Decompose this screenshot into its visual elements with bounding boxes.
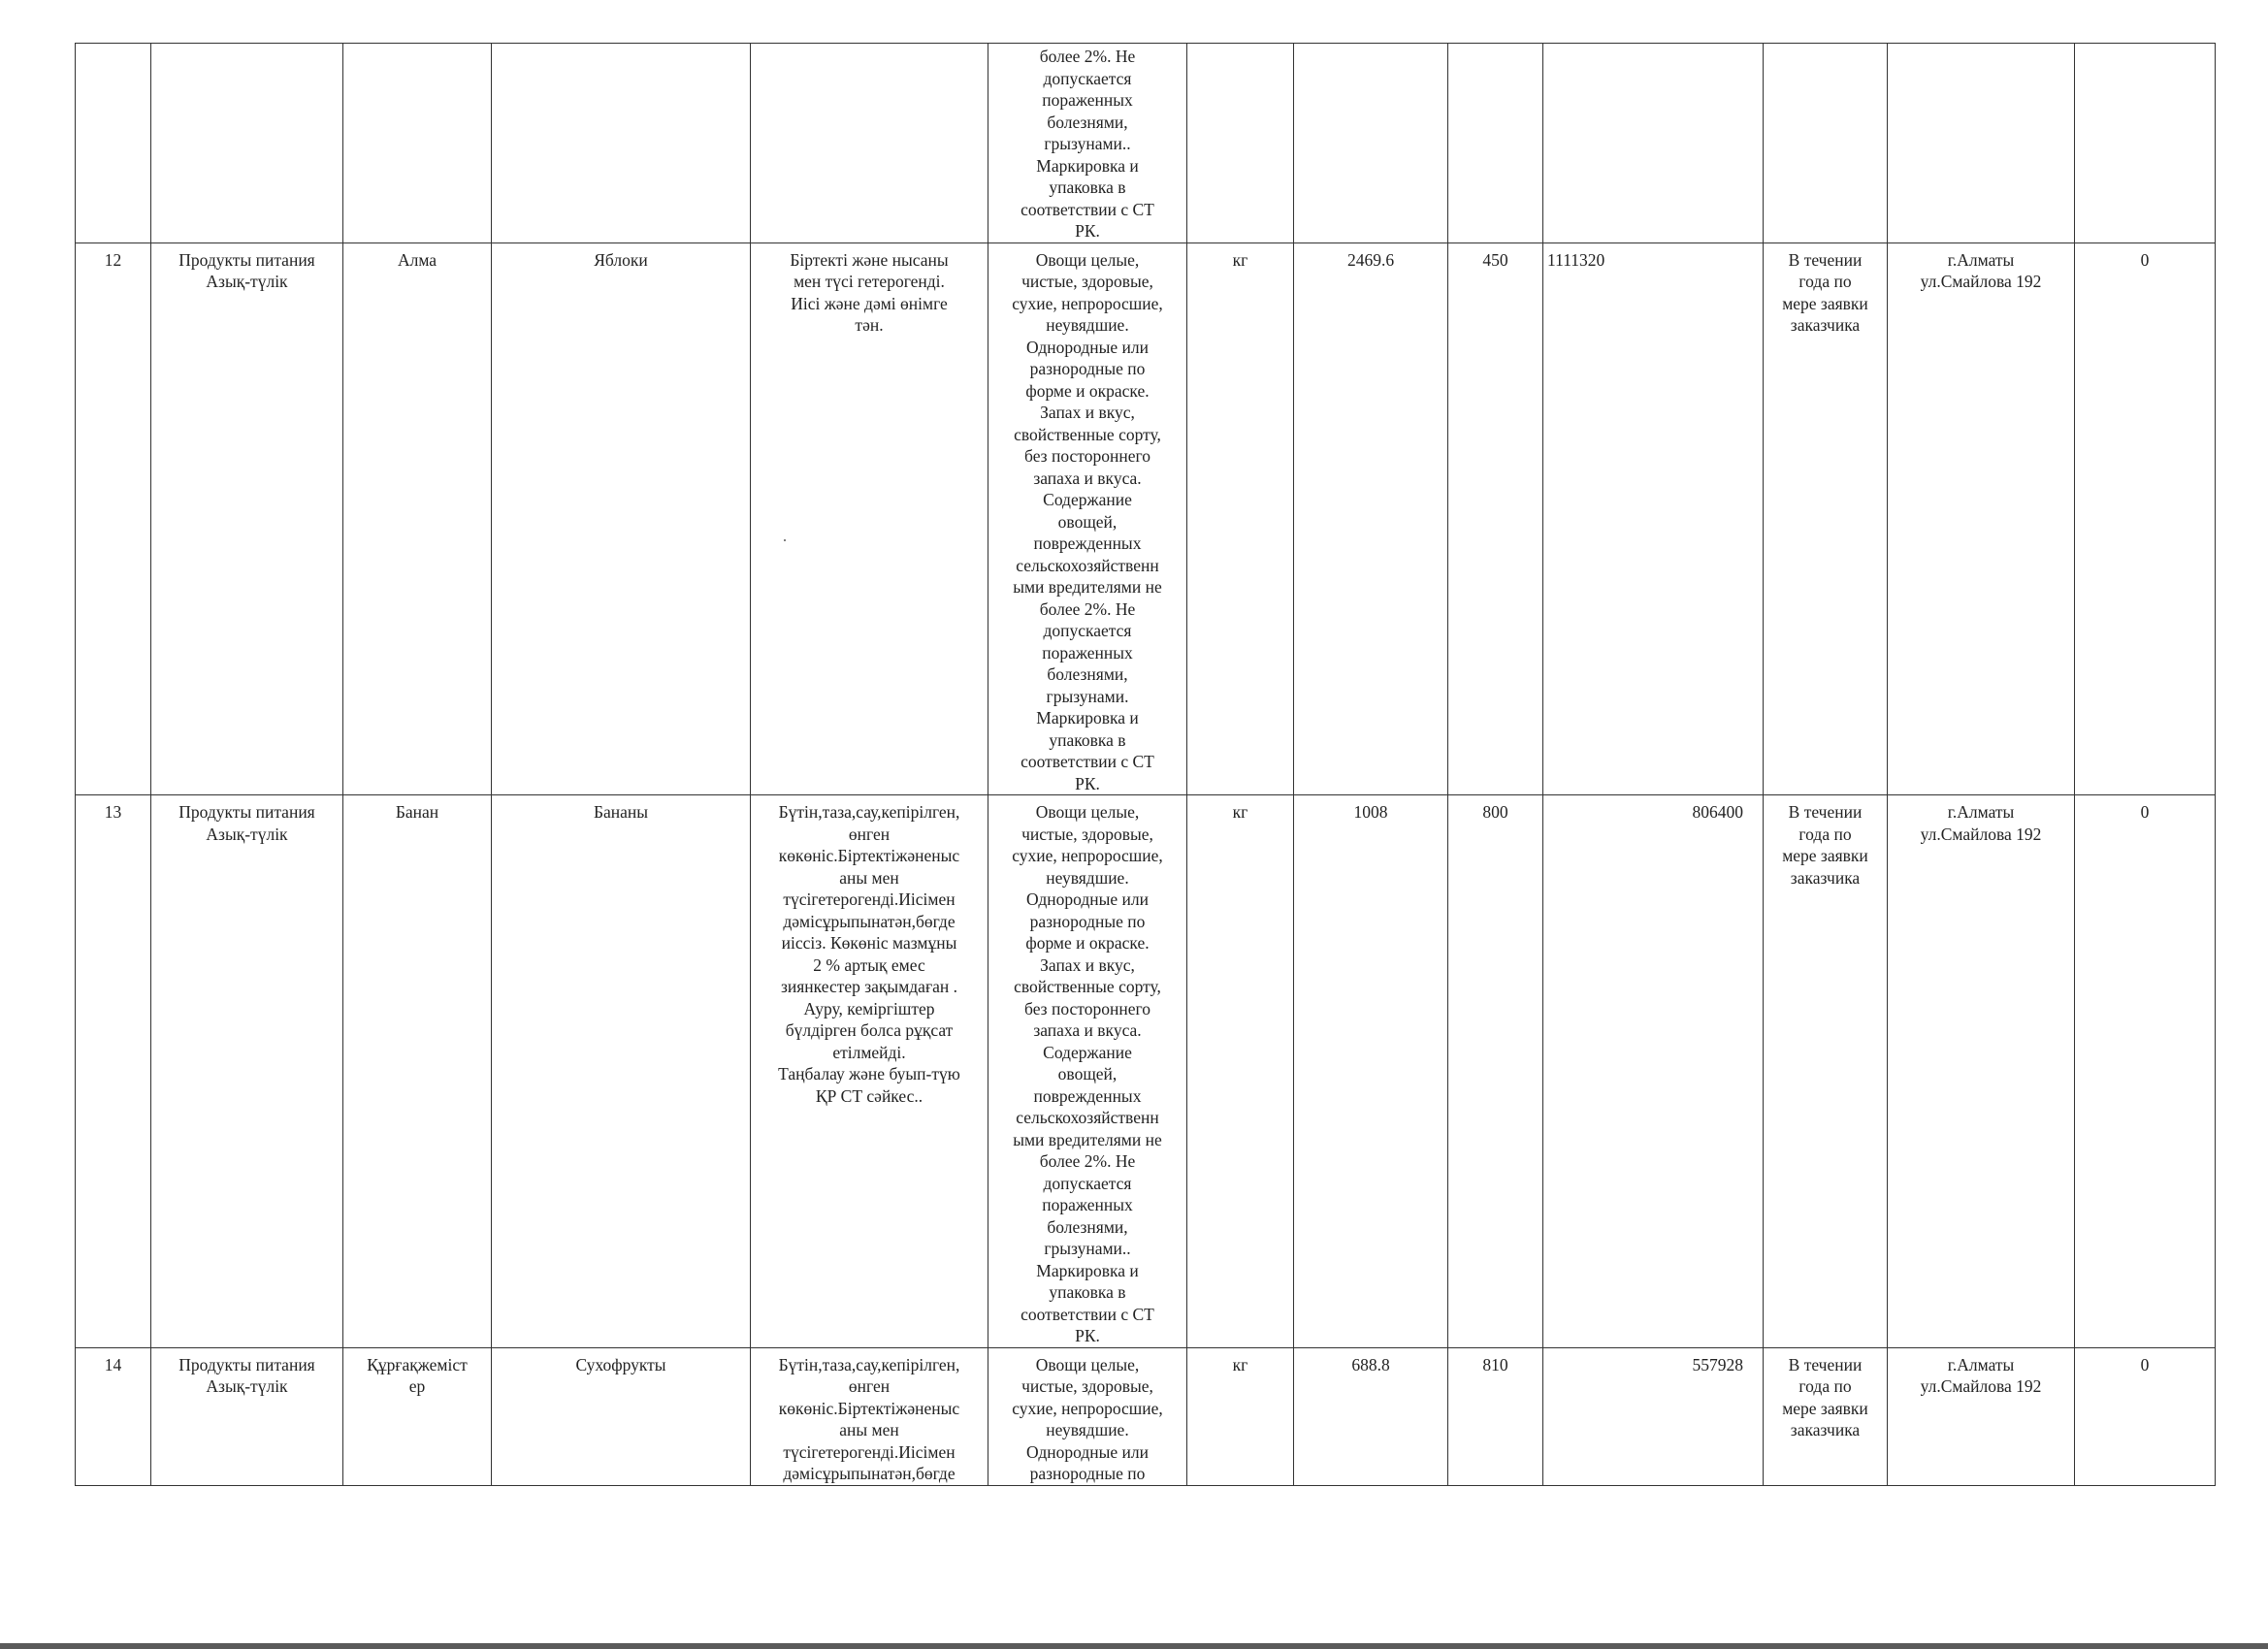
cell-place: г.Алматы ул.Смайлова 192 bbox=[1888, 1347, 2075, 1485]
cell-price bbox=[1448, 44, 1543, 243]
cell-unit bbox=[1187, 44, 1294, 243]
cell-spec-ru: более 2%. Не допускается пораженных болезнями, грызунами.. Маркировка и упаковка в соответствии с СТ РК. bbox=[988, 44, 1187, 243]
cell-term: В течении года по мере заявки заказчика bbox=[1764, 242, 1888, 795]
cell-advance bbox=[2075, 44, 2216, 243]
cell-num bbox=[76, 44, 151, 243]
cell-name-kz: Құрғақжеміст ер bbox=[343, 1347, 492, 1485]
cell-num: 14 bbox=[76, 1347, 151, 1485]
table-row bbox=[76, 242, 2216, 795]
cell-term: В течении года по мере заявки заказчика bbox=[1764, 1347, 1888, 1485]
cell-spec-ru: Овощи целые, чистые, здоровые, сухие, непроросшие, неувядшие. Однородные или разнородные по форме и окраске. Запах и вкус, свойственные сорту, без постороннего запаха и вкуса. Содержание овощей, поврежденных сельскохозяйственн ыми вредителями не более 2%. Не допускается пораженных болезнями, грызунами.. Маркировка и упаковка в соответствии с СТ РК. bbox=[988, 795, 1187, 1348]
cell-num: 13 bbox=[76, 795, 151, 1348]
cell-price: 810 bbox=[1448, 1347, 1543, 1485]
procurement-table bbox=[75, 43, 2216, 1486]
cell-sum: 806400 bbox=[1543, 795, 1764, 1348]
cell-term bbox=[1764, 44, 1888, 243]
cell-spec-ru: Овощи целые, чистые, здоровые, сухие, непроросшие, неувядшие. Однородные или разнородные по bbox=[988, 1347, 1187, 1485]
scan-edge-bar bbox=[0, 1643, 2268, 1649]
cell-name-ru: Яблоки bbox=[492, 242, 751, 795]
cell-name-ru: Бананы bbox=[492, 795, 751, 1348]
cell-spec-kz: Біртекті және нысаны мен түсі гетерогенді. Иісі және дәмі өнімге тән. bbox=[751, 242, 988, 795]
cell-name-kz bbox=[343, 44, 492, 243]
cell-price: 450 bbox=[1448, 242, 1543, 795]
cell-name-ru bbox=[492, 44, 751, 243]
cell-spec-kz: Бүтін,таза,сау,кепірілген, өнген көкөніс.Біртектіжәненыс аны мен түсігетерогенді.Иісімен дәмісұрыпынатән,бөгде иіссіз. Көкөніс мазмұны 2 % артық емес зиянкестер зақымдаған . Ауру, кеміргіштер бүлдірген болса рұқсат етілмейді. Таңбалау және буып-түю ҚР СТ сәйкес.. bbox=[751, 795, 988, 1348]
cell-quantity: 688.8 bbox=[1294, 1347, 1448, 1485]
cell-spec-kz: Бүтін,таза,сау,кепірілген, өнген көкөніс.Біртектіжәненыс аны мен түсігетерогенді.Иісімен дәмісұрыпынатән,бөгде bbox=[751, 1347, 988, 1485]
cell-sum: 557928 bbox=[1543, 1347, 1764, 1485]
table-row bbox=[76, 795, 2216, 1348]
cell-name-ru: Сухофрукты bbox=[492, 1347, 751, 1485]
cell-name-kz: Банан bbox=[343, 795, 492, 1348]
cell-unit: кг bbox=[1187, 242, 1294, 795]
cell-place bbox=[1888, 44, 2075, 243]
cell-sum: 1111320 bbox=[1543, 242, 1764, 795]
cell-sum bbox=[1543, 44, 1764, 243]
cell-unit: кг bbox=[1187, 795, 1294, 1348]
table-row bbox=[76, 1347, 2216, 1485]
cell-unit: кг bbox=[1187, 1347, 1294, 1485]
cell-spec-kz bbox=[751, 44, 988, 243]
cell-price: 800 bbox=[1448, 795, 1543, 1348]
table-row bbox=[76, 44, 2216, 243]
cell-advance: 0 bbox=[2075, 242, 2216, 795]
cell-advance: 0 bbox=[2075, 795, 2216, 1348]
cell-quantity: 1008 bbox=[1294, 795, 1448, 1348]
cell-category: Продукты питания Азық-түлік bbox=[151, 1347, 343, 1485]
cell-term: В течении года по мере заявки заказчика bbox=[1764, 795, 1888, 1348]
cell-category: Продукты питания Азық-түлік bbox=[151, 795, 343, 1348]
cell-category bbox=[151, 44, 343, 243]
cell-quantity: 2469.6 bbox=[1294, 242, 1448, 795]
cell-spec-ru: Овощи целые, чистые, здоровые, сухие, непроросшие, неувядшие. Однородные или разнородные по форме и окраске. Запах и вкус, свойственные сорту, без постороннего запаха и вкуса. Содержание овощей, поврежденных сельскохозяйственн ыми вредителями не более 2%. Не допускается пораженных болезнями, грызунами. Маркировка и упаковка в соответствии с СТ РК. bbox=[988, 242, 1187, 795]
cell-category: Продукты питания Азық-түлік bbox=[151, 242, 343, 795]
cell-place: г.Алматы ул.Смайлова 192 bbox=[1888, 795, 2075, 1348]
cell-quantity bbox=[1294, 44, 1448, 243]
scan-speck bbox=[784, 539, 786, 541]
cell-name-kz: Алма bbox=[343, 242, 492, 795]
cell-num: 12 bbox=[76, 242, 151, 795]
cell-advance: 0 bbox=[2075, 1347, 2216, 1485]
cell-place: г.Алматы ул.Смайлова 192 bbox=[1888, 242, 2075, 795]
